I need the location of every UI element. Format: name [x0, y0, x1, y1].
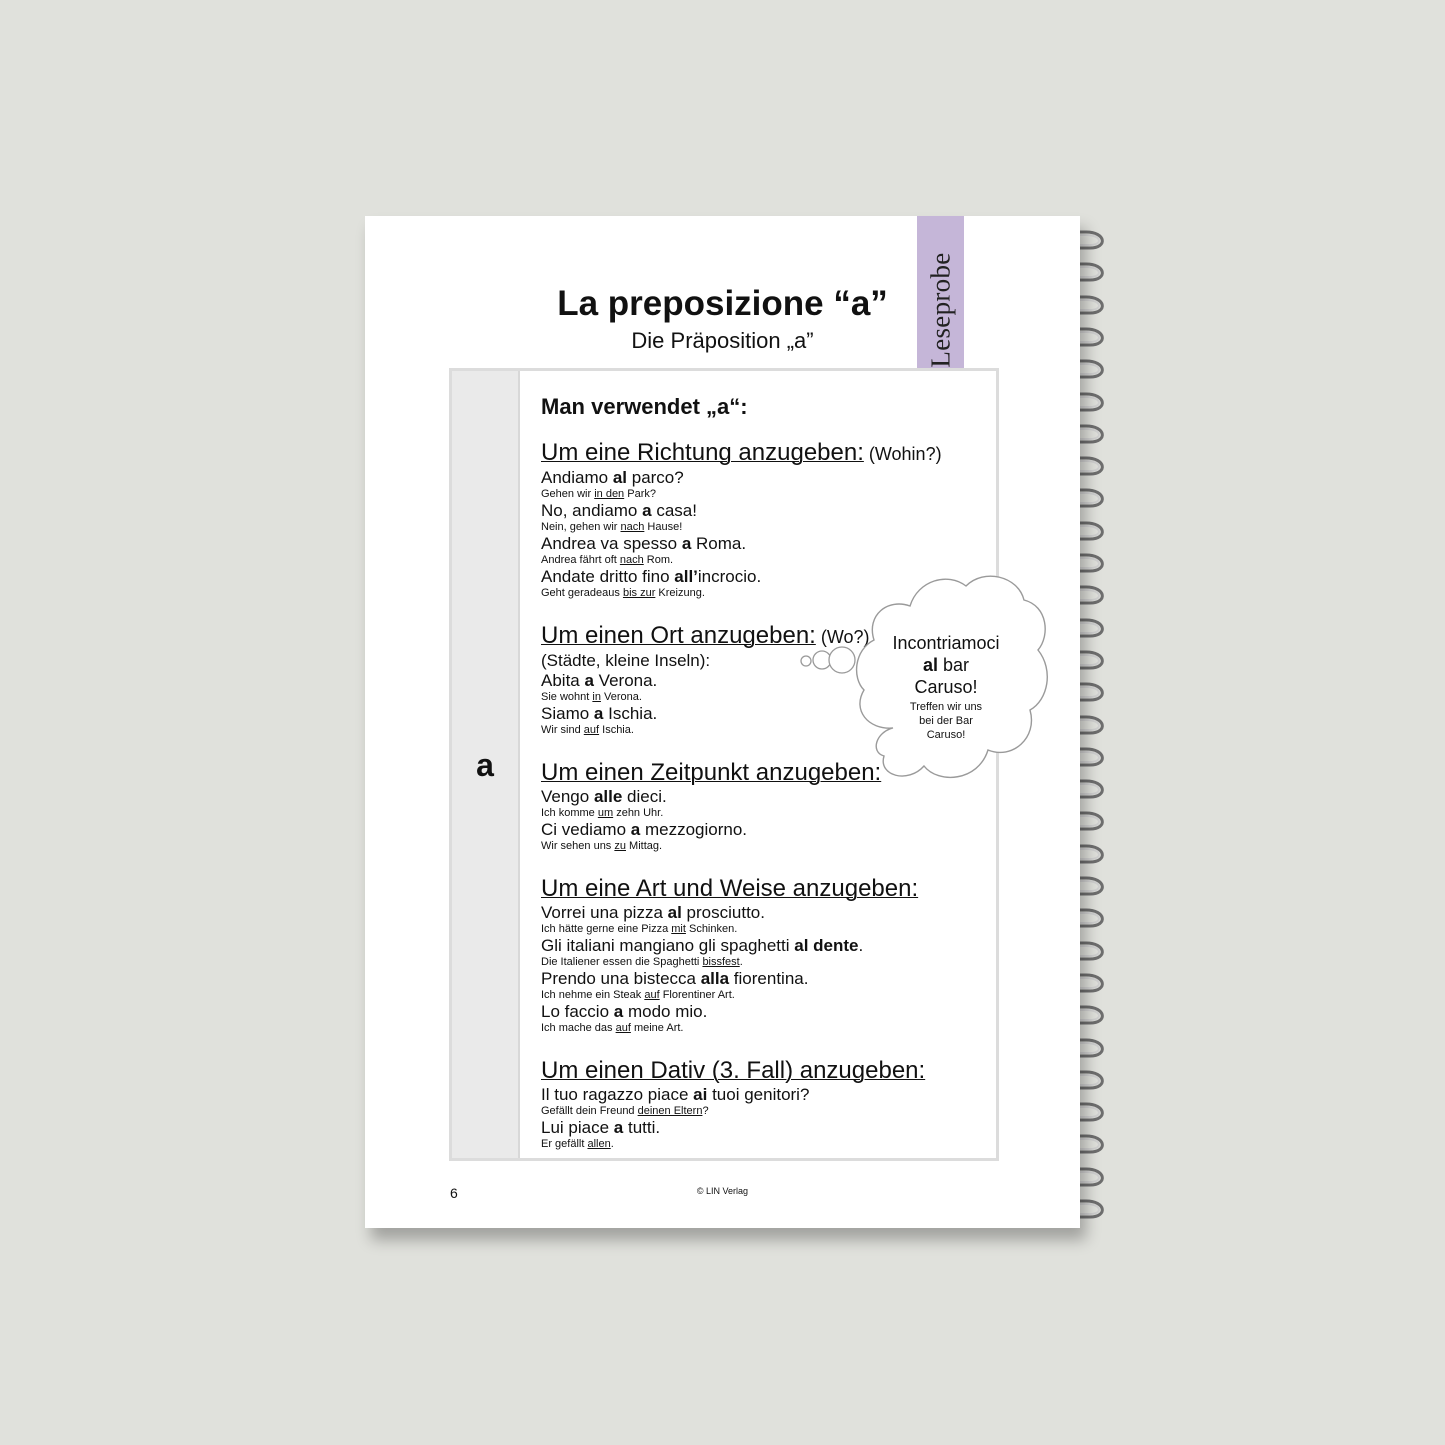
- lead-heading: Man verwendet „a“:: [541, 394, 748, 419]
- page-number: 6: [450, 1185, 458, 1201]
- section-heading: [541, 875, 981, 903]
- example-sentence: [541, 787, 981, 807]
- example-preposition: all’: [674, 567, 698, 586]
- example-sentence: [541, 534, 981, 554]
- example-sentence: [541, 969, 981, 989]
- example-preposition: a: [593, 704, 604, 723]
- example-text: Andrea va spesso: [541, 534, 682, 553]
- example-translation: [541, 1022, 981, 1035]
- example-text: Verona.: [593, 671, 658, 690]
- example-translation: [541, 1105, 981, 1118]
- example-preposition: alle: [593, 787, 623, 806]
- example-preposition: a: [613, 1002, 624, 1021]
- example-preposition: al: [667, 903, 682, 922]
- bubble-line-2-rest: bar: [937, 655, 970, 675]
- example-text: Lo faccio: [541, 1002, 614, 1021]
- example-text: .: [858, 936, 864, 955]
- bubble-text: [868, 632, 1024, 742]
- example-translation: [541, 1138, 981, 1151]
- translation-text: .: [610, 1138, 614, 1150]
- translation-preposition: um: [597, 807, 614, 819]
- translation-text: Die Italiener essen die Spaghetti: [541, 956, 703, 968]
- translation-preposition: nach: [619, 554, 644, 566]
- example-preposition: al: [612, 468, 628, 487]
- translation-text: Er gefällt: [541, 1138, 588, 1150]
- example-text: Andate dritto fino: [541, 567, 675, 586]
- example-preposition: a: [681, 534, 692, 553]
- translation-preposition: in den: [594, 488, 625, 500]
- main-content: [541, 391, 981, 1173]
- example-preposition: a: [584, 671, 594, 690]
- example-text: mezzogiorno.: [640, 820, 748, 839]
- example-translation: [541, 554, 981, 567]
- example-text: Roma.: [691, 534, 747, 553]
- translation-text: Florentiner Art.: [659, 989, 735, 1001]
- page-subtitle: Die Präposition „a”: [631, 328, 814, 353]
- translation-preposition: auf: [615, 1022, 631, 1034]
- example-text: Gli italiani mangiano gli spaghetti: [541, 936, 795, 955]
- example-translation: [541, 488, 981, 501]
- example-text: Ci vediamo: [541, 820, 631, 839]
- example-text: Il tuo ragazzo piace: [541, 1085, 694, 1104]
- example-text: modo mio.: [623, 1002, 708, 1021]
- bubble-translation-1: Treffen wir uns: [909, 701, 983, 713]
- translation-text: Wir sind: [541, 724, 584, 736]
- example-text: incrocio.: [697, 567, 762, 586]
- page-title-wrap: [365, 284, 1080, 324]
- translation-text: zehn Uhr.: [613, 807, 664, 819]
- section-heading: [541, 1057, 981, 1085]
- translation-preposition: bis zur: [622, 587, 656, 599]
- translation-text: ?: [702, 1105, 709, 1117]
- example-text: Siamo: [541, 704, 594, 723]
- example-text: Ischia.: [603, 704, 658, 723]
- example-preposition: al dente: [794, 936, 859, 955]
- example-sentence: [541, 501, 981, 521]
- example-text: tuoi genitori?: [707, 1085, 810, 1104]
- example-text: tutti.: [623, 1118, 661, 1137]
- translation-text: Sie wohnt: [541, 691, 593, 703]
- example-translation: [541, 956, 981, 969]
- bubble-translation-3: Caruso!: [926, 729, 966, 741]
- example-text: No, andiamo: [541, 501, 643, 520]
- example-translation: [541, 521, 981, 534]
- translation-text: Geht geradeaus: [541, 587, 623, 599]
- section-heading-text: Um einen Dativ (3. Fall) anzugeben:: [541, 1057, 926, 1084]
- example-sentence: [541, 468, 981, 488]
- page-title: La preposizione “a”: [557, 284, 888, 323]
- translation-preposition: auf: [583, 724, 600, 736]
- example-translation: [541, 989, 981, 1002]
- translation-preposition: nach: [620, 521, 645, 533]
- example-text: fiorentina.: [729, 969, 809, 988]
- example-text: dieci.: [622, 787, 667, 806]
- translation-text: Ich nehme ein Steak: [541, 989, 645, 1001]
- translation-preposition: allen: [587, 1138, 611, 1150]
- page-subtitle-wrap: [365, 328, 1080, 354]
- example-preposition: a: [630, 820, 641, 839]
- translation-text: Mittag.: [626, 840, 663, 852]
- translation-text: Rom.: [643, 554, 674, 566]
- translation-preposition: bissfest: [702, 956, 740, 968]
- example-sentence: [541, 936, 981, 956]
- copyright: © LIN Verlag: [696, 1186, 749, 1196]
- tab-label: Leseprobe: [925, 251, 955, 368]
- translation-text: Ich mache das: [541, 1022, 616, 1034]
- example-text: parco?: [627, 468, 684, 487]
- sidebar-strip: [452, 371, 520, 1158]
- translation-preposition: auf: [644, 989, 660, 1001]
- side-letter: a: [476, 747, 494, 783]
- section: [541, 1057, 981, 1151]
- example-text: Andiamo: [541, 468, 613, 487]
- example-preposition: ai: [693, 1085, 708, 1104]
- example-text: Vorrei una pizza: [541, 903, 668, 922]
- bubble-line-3: Caruso!: [914, 677, 978, 697]
- example-translation: [541, 807, 981, 820]
- example-text: Abita: [541, 671, 585, 690]
- translation-preposition: zu: [614, 840, 626, 852]
- example-preposition: a: [642, 501, 652, 520]
- example-text: casa!: [651, 501, 697, 520]
- section-hint: (Wo?): [815, 627, 870, 647]
- translation-text: Ich komme: [541, 807, 598, 819]
- bubble-bold: al: [922, 655, 938, 675]
- translation-text: Gefällt dein Freund: [541, 1105, 638, 1117]
- section-heading-text: Um eine Art und Weise anzugeben:: [541, 875, 919, 902]
- translation-text: meine Art.: [630, 1022, 684, 1034]
- translation-text: .: [739, 956, 743, 968]
- translation-text: Andrea fährt oft: [541, 554, 620, 566]
- example-sentence: [541, 820, 981, 840]
- section-note: (Städte, kleine Inseln):: [541, 651, 711, 670]
- translation-text: Verona.: [600, 691, 642, 703]
- translation-text: Nein, gehen wir: [541, 521, 621, 533]
- translation-text: Wir sehen uns: [541, 840, 615, 852]
- translation-text: Gehen wir: [541, 488, 595, 500]
- translation-text: Ich hätte gerne eine Pizza: [541, 923, 672, 935]
- example-preposition: alla: [700, 969, 730, 988]
- example-sentence: [541, 903, 981, 923]
- translation-preposition: in: [592, 691, 601, 703]
- example-text: Lui piace: [541, 1118, 614, 1137]
- example-text: Vengo: [541, 787, 594, 806]
- translation-text: Park?: [624, 488, 656, 500]
- translation-preposition: deinen Eltern: [637, 1105, 703, 1117]
- section-heading-text: Um eine Richtung anzugeben:: [541, 439, 864, 466]
- example-sentence: [541, 1002, 981, 1022]
- example-sentence: [541, 1118, 981, 1138]
- example-translation: [541, 840, 981, 853]
- section-heading: [541, 439, 981, 468]
- example-text: prosciutto.: [681, 903, 765, 922]
- example-sentence: [541, 1085, 981, 1105]
- example-text: Prendo una bistecca: [541, 969, 701, 988]
- bubble-translation-2: bei der Bar: [919, 715, 973, 727]
- section-heading-text: Um einen Ort anzugeben:: [541, 622, 816, 649]
- translation-text: Schinken.: [685, 923, 738, 935]
- translation-text: Ischia.: [599, 724, 634, 736]
- sections-list: [541, 439, 981, 1151]
- translation-text: Kreizung.: [655, 587, 705, 599]
- bubble-line-1: Incontriamoci: [892, 633, 1000, 653]
- section-hint: (Wohin?): [863, 444, 942, 464]
- example-preposition: a: [613, 1118, 624, 1137]
- translation-text: Hause!: [644, 521, 683, 533]
- section: [541, 875, 981, 1035]
- translation-preposition: mit: [671, 923, 686, 935]
- section-heading-text: Um einen Zeitpunkt anzugeben:: [541, 759, 882, 786]
- example-translation: [541, 923, 981, 936]
- bubble-line-2: [868, 654, 1024, 676]
